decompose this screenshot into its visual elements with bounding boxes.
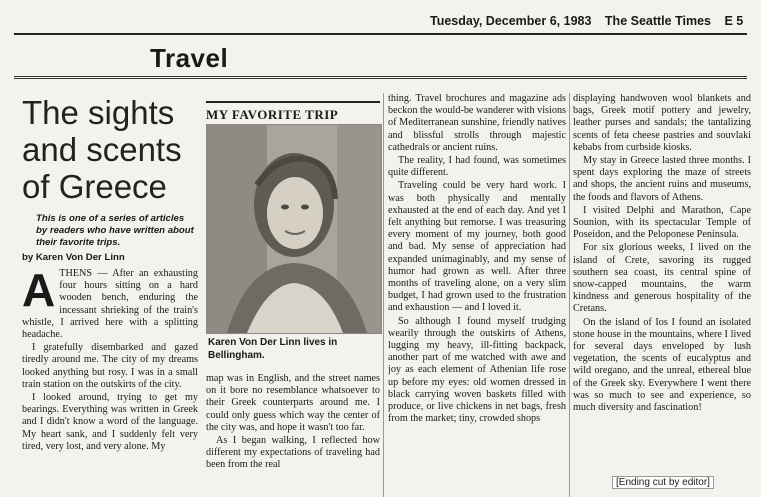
article-column-2 — [206, 373, 380, 497]
headline: The sights and scents of Greece — [22, 94, 182, 205]
feature-box — [206, 101, 380, 123]
masthead — [430, 14, 753, 28]
drop-cap: A — [22, 268, 56, 316]
top-rule — [14, 33, 747, 35]
section-title: Travel — [150, 43, 229, 73]
paragraph: Traveling could be very hard work. I was both physically and mentally exhausted at the end of each day. And yet I felt anything but remorse. I was treasuring every moment of my journey, both good and bad. My sense of appreciation had expanded unimaginably, and my sense of humor had grown as well. After three months of traveling alone, on a very slim budget, I had grown used to the frustration and exhaustion — and I loved it. — [388, 180, 566, 314]
paragraph: I visited Delphi and Marathon, Cape Sounion, with its spectacular Temple of Poseidon, and the Peloponese Peninsula. — [573, 204, 751, 241]
masthead-paper: The Seattle Times — [604, 14, 711, 28]
article-column-1 — [22, 268, 198, 497]
paragraph: For six glorious weeks, I lived on the island of Crete, savoring its rugged southern sea coast, its central spine of snow-capped mountains, the warm kindness and generous hospitality of the Cretans. — [573, 242, 751, 315]
paragraph: I looked around, trying to get my bearings. Everything was written in Greek and I didn't know a word of the language. My heart sank, and I suddenly felt very tired, very lost, and very alone. My — [22, 392, 198, 452]
paragraph: displaying handwoven wool blankets and bags, Greek motif pottery and jewelry, leather purses and sandals; the tantalizing scents of feta cheese pastries and souvlaki kebabs from curbside kiosks. — [573, 93, 751, 153]
portrait-image — [207, 125, 381, 333]
article-column-3 — [388, 93, 566, 497]
paragraph: As I began walking, I reflected how different my expectations of traveling had been from the real — [206, 435, 380, 471]
intro-text: This is one of a series of articles by readers who have written about their favorite trips. — [36, 213, 194, 248]
masthead-page: E 5 — [724, 14, 744, 28]
paragraph: I gratefully disembarked and gazed tiredly around me. The city of my dreams looked anything but rosy. I was in a small train station on the outskirts of the city. — [22, 342, 198, 390]
paragraph: map was in English, and the street names on it bore no resemblance whatsoever to their Greek counterparts around me. I could only guess which way the center of the city was, and hope it wasn't too far. — [206, 373, 380, 433]
paragraph: So although I found myself trudging wearily through the outskirts of Athens, lugging my heavy, ill-fitting backpack, another part of me watched with awe and joy as each element of Athenian life rose up before my eyes: old women dressed in black carrying woven baskets filled with produce, or live chickens in net bags, fresh from the market; tiny, crowded shops — [388, 315, 566, 425]
masthead-date: Tuesday, December 6, 1983 — [430, 14, 592, 28]
column-divider — [383, 93, 384, 497]
feature-title: MY FAVORITE TRIP — [206, 101, 380, 123]
article-column-4 — [573, 93, 751, 493]
paragraph: thing. Travel brochures and magazine ads beckon the would-be wanderer with visions of Mediterranean sunshine, friendly natives and blissful strolls through majestic cathedrals or ancient ruins. — [388, 93, 566, 153]
byline: by Karen Von Der Linn — [22, 252, 125, 263]
paragraph: My stay in Greece lasted three months. I spent days exploring the maze of streets and shops, the ancient ruins and museums, the foods and flavors of Athens. — [573, 155, 751, 203]
column-divider — [569, 93, 570, 497]
section-rule — [14, 76, 747, 79]
editor-note: [Ending cut by editor] — [612, 476, 714, 489]
photo-caption: Karen Von Der Linn lives in Bellingham. — [208, 337, 338, 361]
paragraph: On the island of Ios I found an isolated stone house in the mountains, where I lived for several days enveloped by lush vegetation, the scents of eucalyptus and wild oregano, and the unreal, ethereal blue of the Greek sky. Everywhere I went there was so much to see and experience, so much diversity and fascination! — [573, 316, 751, 414]
paragraph: The reality, I had found, was sometimes quite different. — [388, 155, 566, 179]
paragraph: THENS — After an exhausting four hours sitting on a hard wooden bench, enduring the incessant shrieking of the train's whistle, I arrived here with a splitting headache. — [22, 268, 198, 341]
author-photo — [206, 124, 382, 334]
